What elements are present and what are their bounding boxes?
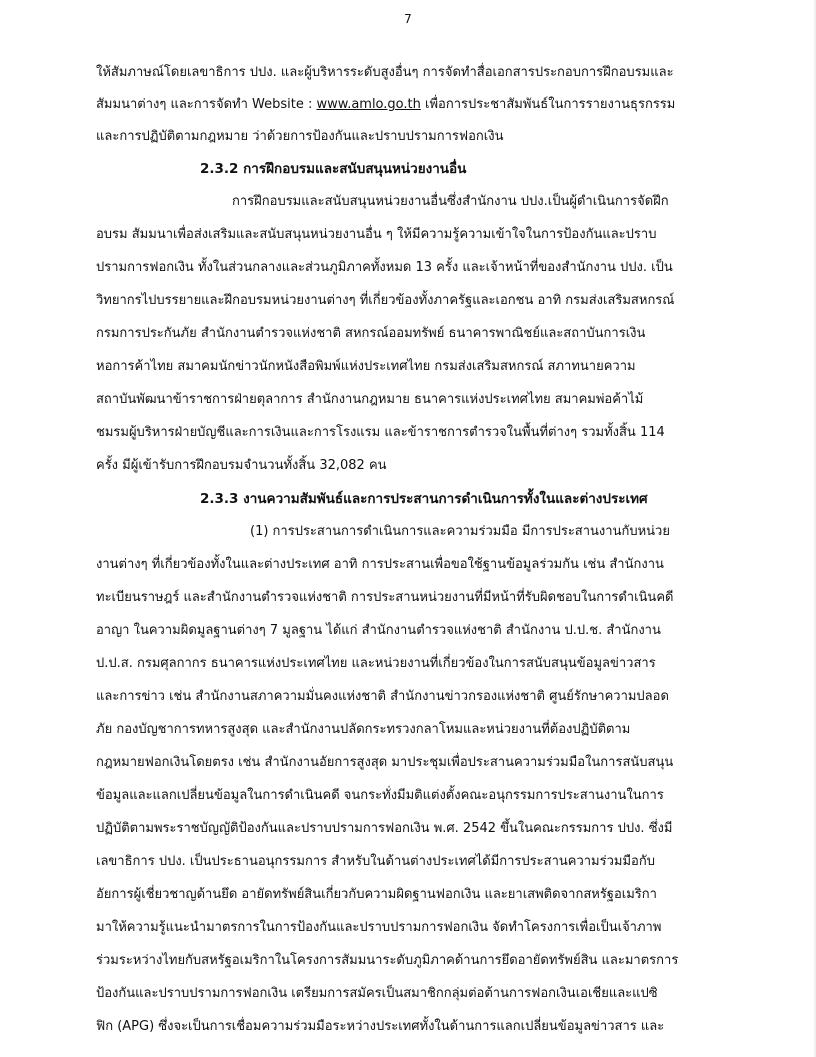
body-line: ฟิก (APG) ซึ่งจะเป็นการเชื่อมความร่วมมือระหว่างประเทศทั้งในด้านการแลกเปลี่ยนข้อมูลข่าวสาร และ: [96, 1019, 665, 1034]
paragraph-first-line: การฝึกอบรมและสนับสนุนหน่วยงานอื่นซึ่งสำนักงาน ปปง.เป็นผู้ดำเนินการจัดฝึก: [232, 194, 669, 209]
body-line: ภัย กองบัญชาการทหารสูงสุด และสำนักงานปลัดกระทรวงกลาโหมและหน่วยงานที่ต้องปฏิบัติตาม: [96, 722, 631, 737]
body-line: กฎหมายฟอกเงินโดยตรง เช่น สำนักงานอัยการสูงสุด มาประชุมเพื่อประสานความร่วมมือในการสนับสนุน: [96, 755, 674, 770]
body-line: เลขาธิการ ปปง. เป็นประธานอนุกรรมการ สำหรับในด้านต่างประเทศได้มีการประสานความร่วมมือกับ: [96, 854, 655, 869]
paragraph-first-line: (1) การประสานการดำเนินการและความร่วมมือ มีการประสานงานกับหน่วย: [250, 524, 670, 539]
body-line: ร่วมระหว่างไทยกับสหรัฐอเมริกาในโครงการสัมมนาระดับภูมิภาคด้านการยึดอายัดทรัพย์สิน และมาตรการ: [96, 953, 679, 968]
body-line: ป้องกันและปราบปรามการฟอกเงิน เตรียมการสมัครเป็นสมาชิกกลุ่มต่อต้านการฟอกเงินเอเชียและแปซิ: [96, 986, 658, 1001]
body-line: มาให้ความรู้แนะนำมาตรการในการป้องกันและปราบปรามการฟอกเงิน จัดทำโครงการเพื่อเป็นเจ้าภาพ: [96, 920, 662, 935]
body-line: ปรามการฟอกเงิน ทั้งในส่วนกลางและส่วนภูมิภาคทั้งหมด 13 ครั้ง และเจ้าหน้าที่ของสำนักงาน ปปง. เป็น: [96, 260, 673, 275]
body-line: ข้อมูลและแลกเปลี่ยนข้อมูลในการดำเนินคดี จนกระทั่งมีมติแต่งตั้งคณะอนุกรรมการประสานงานในการ: [96, 788, 664, 803]
body-line: กรมการประกันภัย สำนักงานตำรวจแห่งชาติ สหกรณ์ออมทรัพย์ ธนาคารพาณิชย์และสถาบันการเงิน: [96, 326, 646, 341]
body-line: และการข่าว เช่น สำนักงานสภาความมั่นคงแห่งชาติ สำนักงานข่าวกรองแห่งชาติ ศูนย์รักษาความปลอด: [96, 689, 669, 704]
website-link[interactable]: www.amlo.go.th: [316, 97, 421, 112]
body-line: อบรม สัมมนาเพื่อส่งเสริมและสนับสนุนหน่วยงานอื่น ๆ ให้มีความรู้ความเข้าใจในการป้องกันและปราบ: [96, 227, 657, 242]
body-line: และการปฏิบัติตามกฎหมาย ว่าด้วยการป้องกันและปราบปรามการฟอกเงิน: [96, 129, 504, 144]
page-number: 7: [404, 12, 412, 26]
body-line: สถาบันพัฒนาข้าราชการฝ่ายตุลาการ สำนักงานกฎหมาย ธนาคารแห่งประเทศไทย สมาคมพ่อค้าไม้: [96, 392, 644, 407]
body-line-with-link: [96, 96, 675, 114]
body-line: ทะเบียนราษฎร์ และสำนักงานตำรวจแห่งชาติ การประสานหน่วยงานที่มีหน้าที่รับผิดชอบในการดำเนินคดี: [96, 590, 674, 605]
body-line: ให้สัมภาษณ์โดยเลขาธิการ ปปง. และผู้บริหารระดับสูงอื่นๆ การจัดทำสื่อเอกสารประกอบการฝึกอบรมและ: [96, 65, 674, 80]
section-heading-2-3-2: 2.3.2 การฝึกอบรมและสนับสนุนหน่วยงานอื่น: [200, 161, 467, 177]
body-line: อัยการผู้เชี่ยวชาญด้านยึด อายัดทรัพย์สินเกี่ยวกับความผิดฐานฟอกเงิน และยาเสพติดจากสหรัฐอเมริกา: [96, 887, 657, 902]
body-line: ปฏิบัติตามพระราชบัญญัติป้องกันและปราบปรามการฟอกเงิน พ.ศ. 2542 ขึ้นในคณะกรรมการ ปปง. ซึ่งมี: [96, 821, 673, 836]
body-line: ป.ป.ส. กรมศุลกากร ธนาคารแห่งประเทศไทย และหน่วยงานที่เกี่ยวข้องในการสนับสนุนข้อมูลข่าวสาร: [96, 656, 656, 671]
section-heading-2-3-3: 2.3.3 งานความสัมพันธ์และการประสานการดำเนินการทั้งในและต่างประเทศ: [200, 491, 648, 507]
body-line: ชมรมผู้บริหารฝ่ายบัญชีและการเงินและการโรงแรม และข้าราชการตำรวจในพื้นที่ต่างๆ รวมทั้งสิ้น 114: [96, 425, 665, 440]
body-line: งานต่างๆ ที่เกี่ยวข้องทั้งในและต่างประเทศ อาทิ การประสานเพื่อขอใช้ฐานข้อมูลร่วมกัน เช่น สำนักงาน: [96, 557, 664, 572]
body-line: อาญา ในความผิดมูลฐานต่างๆ 7 มูลฐาน ได้แก่ สำนักงานตำรวจแห่งชาติ สำนักงาน ป.ป.ช. สำนักงาน: [96, 623, 661, 638]
body-line-text: เพื่อการประชาสัมพันธ์ในการรายงานธุรกรรม: [420, 97, 676, 112]
body-line: วิทยากรไปบรรยายและฝึกอบรมหน่วยงานต่างๆ ที่เกี่ยวข้องทั้งภาครัฐและเอกชน อาทิ กรมส่งเสริมสหกรณ์: [96, 293, 675, 308]
body-line: ครั้ง มีผู้เข้ารับการฝึกอบรมจำนวนทั้งสิ้น 32,082 คน: [96, 458, 387, 473]
body-line-text: สัมมนาต่างๆ และการจัดทำ Website :: [96, 97, 317, 112]
body-line: หอการค้าไทย สมาคมนักข่าวนักหนังสือพิมพ์แห่งประเทศไทย กรมส่งเสริมสหกรณ์ สภาทนายความ: [96, 359, 636, 374]
